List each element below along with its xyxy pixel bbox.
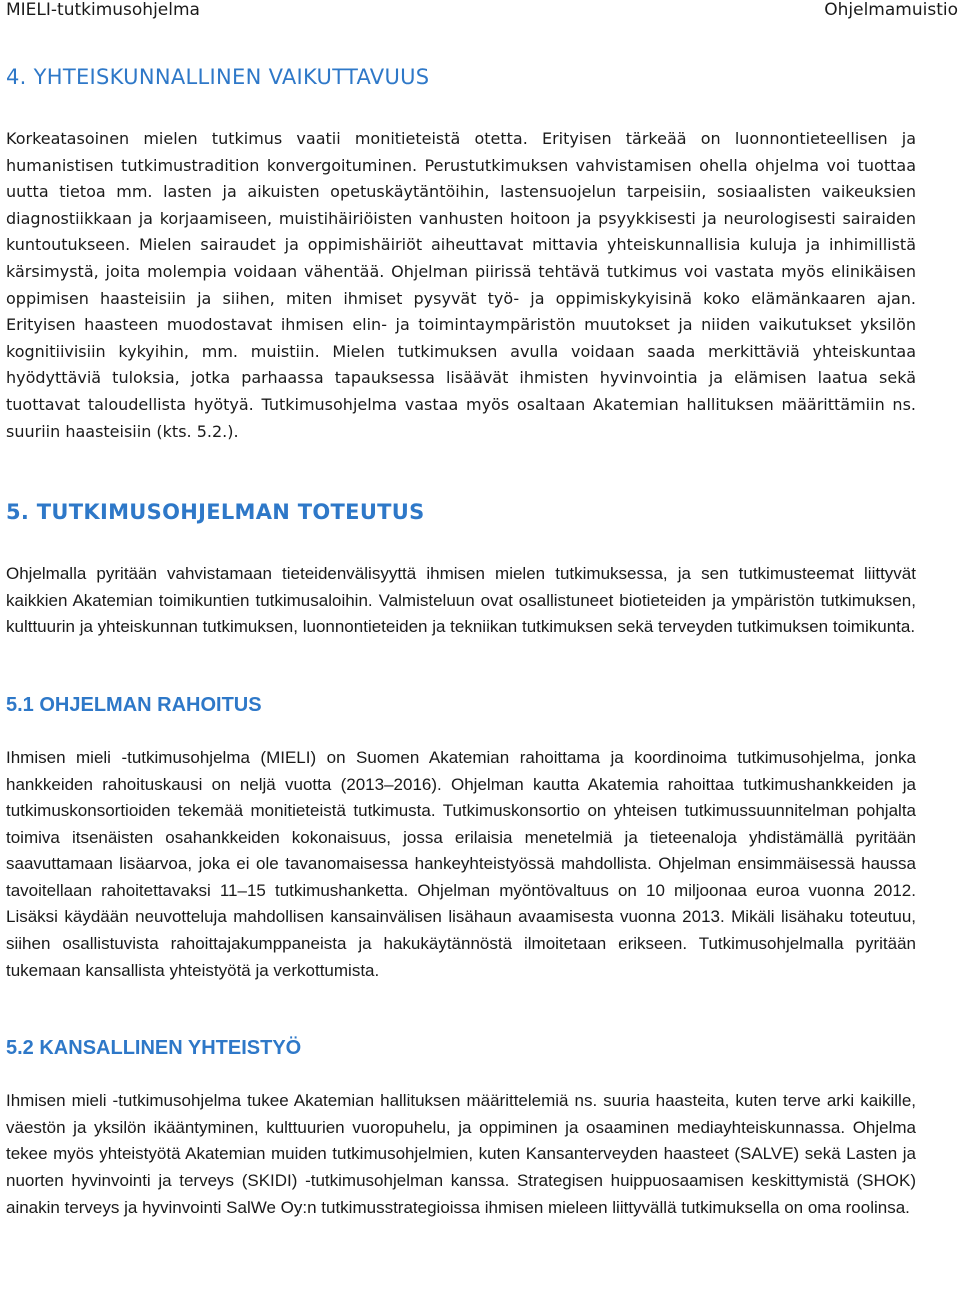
section-5-heading: 5. TUTKIMUSOHJELMAN TOTEUTUS bbox=[6, 500, 425, 525]
section-4 bbox=[6, 62, 916, 445]
header-document-type: Ohjelmamuistio bbox=[824, 0, 958, 20]
section-5-1-heading: 5.1 OHJELMAN RAHOITUS bbox=[6, 693, 262, 716]
section-5-paragraph: Ohjelmalla pyritään vahvistamaan tieteidenvälisyyttä ihmisen mielen tutkimuksessa, ja sen tutkimusteemat liittyvät kaikkien Akatemian toimikuntien tutkimusaloihin. Valmisteluun ovat osallistuneet biotieteiden ja ympäristön tutkimuksen, kulttuurin ja yhteiskunnan tutkimuksen, luonnontieteiden ja tekniikan tutkimuksen sekä terveyden tutkimuksen toimikunta. bbox=[6, 564, 916, 637]
header-program-name: MIELI-tutkimusohjelma bbox=[6, 0, 200, 20]
section-4-heading: 4. YHTEISKUNNALLINEN VAIKUTTAVUUS bbox=[6, 65, 430, 89]
section-5 bbox=[6, 497, 916, 641]
section-5-1-paragraph: Ihmisen mieli -tutkimusohjelma (MIELI) on Suomen Akatemian rahoittama ja koordinoima tutkimusohjelma, jonka hankkeiden rahoituskausi on neljä vuotta (2013–2016). Ohjelman kautta Akatemia rahoittaa tutkimushankkeiden ja tutkimuskonsortioiden tekemää monitieteistä tutkimusta. Tutkimuskonsortio on yhteisen tutkimussuunnitelman pohjalta toimiva itsenäisten osahankkeiden kokonaisuus, jossa erilaisia menetelmiä ja tieteenaloja yhdistämällä pyritään saavuttamaan lisäarvoa, joka ei ole tavanomaisessa hankeyhteistyössä mahdollista. Ohjelman ensimmäisessä haussa tavoitellaan rahoitettavaksi 11–15 tutkimushanketta. Ohjelman myöntövaltuus on 10 miljoonaa euroa vuonna 2012. Lisäksi käydään neuvotteluja mahdollisen kansainvälisen lisähaun avaamisesta vuonna 2013. Mikäli lisähaku toteutuu, siihen osallistuvista rahoittajakumppaneista ja hakukäytännöstä ilmoitetaan erikseen. Tutkimusohjelmalla pyritään tukemaan kansallista yhteistyötä ja verkottumista. bbox=[6, 747, 916, 980]
document-body bbox=[6, 62, 916, 1221]
section-5-2-heading: 5.2 KANSALLINEN YHTEISTYÖ bbox=[6, 1037, 302, 1060]
section-5-2-paragraph: Ihmisen mieli -tutkimusohjelma tukee Akatemian hallituksen määrittelemiä ns. suuria haasteita, kuten terve arki kaikille, väestön ja yksilön ikääntyminen, kulttuurien vuoropuhelu, ja oppiminen ja osaaminen mediayhteiskunnassa. Ohjelma tekee myös yhteistyötä Akatemian muiden tutkimusohjelmien, kuten Kansanterveyden haasteet (SALVE) sekä Lasten ja nuorten hyvinvointi ja terveys (SKIDI) -tutkimusohjelman kanssa. Strategisen huippuosaamisen keskittymistä (SHOK) ainakin terveys ja hyvinvointi SalWe Oy:n tutkimusstrategioissa ihmisen mieleen liittyvällä tutkimuksella on oma roolinsa. bbox=[6, 1091, 916, 1217]
section-5-2 bbox=[6, 1034, 916, 1221]
page-header bbox=[0, 0, 960, 24]
section-5-1 bbox=[6, 691, 916, 984]
section-4-paragraph: Korkeatasoinen mielen tutkimus vaatii monitieteistä otetta. Erityisen tärkeää on luonnontieteellisen ja humanistisen tutkimustradition konvergoituminen. Perustutkimuksen vahvistamisen ohella ohjelma voi tuottaa uutta tietoa mm. lasten ja aikuisten opetuskäytäntöihin, lastensuojelun tarpeisiin, sosiaalisten vaikeuksien diagnostiikkaan ja korjaamiseen, muistihäiriöisten vanhusten hoitoon ja psyykkisesti ja neurologisesti sairaiden kuntoutukseen. Mielen sairaudet ja oppimishäiriöt aiheuttavat mittavia yhteiskunnallisia kuluja ja inhimillistä kärsimystä, joita molempia voidaan vähentää. Ohjelman piirissä tehtävä tutkimus voi vastata myös elinikäisen oppimisen haasteisiin ja siihen, miten ihmiset pysyvät työ- ja oppimiskykyisinä koko elämänkaaren ajan. Erityisen haasteen muodostavat ihmisen elin- ja toimintaympäristön muutokset ja niiden vaikutukset yksilön kognitiivisiin kykyihin, mm. muistiin. Mielen tutkimuksen avulla voidaan saada merkittäviä yhteiskuntaa hyödyttäviä tuloksia, jotka parhaassa tapauksessa lisäävät ihmisten hyvinvointia ja elämisen laatua sekä tuottavat taloudellista hyötyä. Tutkimusohjelma vastaa myös osaltaan Akatemian hallituksen määrittämiin ns. suuriin haasteisiin (kts. 5.2.). bbox=[6, 129, 916, 441]
